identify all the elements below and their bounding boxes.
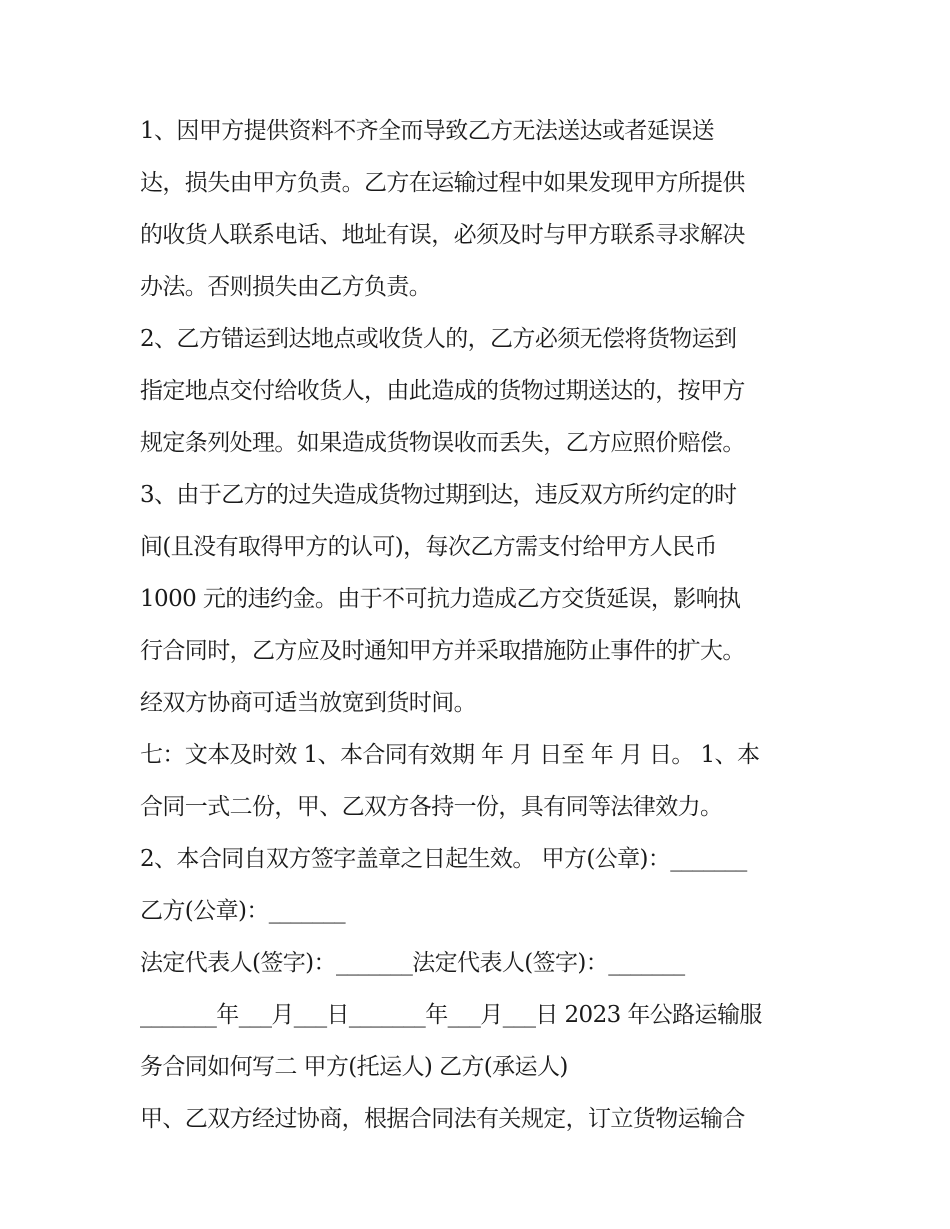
text-line: 七：文本及时效 1、本合同有效期 年 月 日至 年 月 日。 1、本 — [140, 742, 760, 768]
text-line: 间(且没有取得甲方的认可)，每次乙方需支付给甲方人民币 — [140, 534, 717, 560]
text-line: 指定地点交付给收货人，由此造成的货物过期送达的，按甲方 — [140, 378, 745, 404]
contract-body-text — [140, 108, 820, 1148]
text-line: 合同一式二份，甲、乙双方各持一份，具有同等法律效力。 — [140, 794, 723, 820]
text-line: _______年___月___日_______年___月___日 2023 年公路运输服 — [140, 1002, 762, 1028]
text-line: 行合同时，乙方应及时通知甲方并采取措施防止事件的扩大。 — [140, 638, 745, 664]
text-line: 办法。否则损失由乙方负责。 — [140, 274, 432, 300]
text-line: 经双方协商可适当放宽到货时间。 — [140, 690, 477, 716]
text-line: 务合同如何写二 甲方(托运人) 乙方(承运人) — [140, 1054, 568, 1080]
text-line: 3、由于乙方的过失造成货物过期到达，违反双方所约定的时 — [140, 482, 737, 508]
text-line: 的收货人联系电话、地址有误，必须及时与甲方联系寻求解决 — [140, 222, 745, 248]
text-line: 2、本合同自双方签字盖章之日起生效。 甲方(公章)：_______ — [140, 846, 747, 872]
text-line: 乙方(公章)：_______ — [140, 898, 346, 924]
text-line: 达，损失由甲方负责。乙方在运输过程中如果发现甲方所提供 — [140, 170, 745, 196]
text-line: 甲、乙双方经过协商，根据合同法有关规定，订立货物运输合 — [140, 1106, 745, 1132]
text-line: 1、因甲方提供资料不齐全而导致乙方无法送达或者延误送 — [140, 118, 715, 144]
text-line: 1000 元的违约金。由于不可抗力造成乙方交货延误，影响执 — [140, 586, 741, 612]
text-line: 规定条列处理。如果造成货物误收而丢失，乙方应照价赔偿。 — [140, 430, 745, 456]
text-line: 2、乙方错运到达地点或收货人的，乙方必须无偿将货物运到 — [140, 326, 737, 352]
text-line: 法定代表人(签字)：_______法定代表人(签字)：_______ — [140, 950, 685, 976]
